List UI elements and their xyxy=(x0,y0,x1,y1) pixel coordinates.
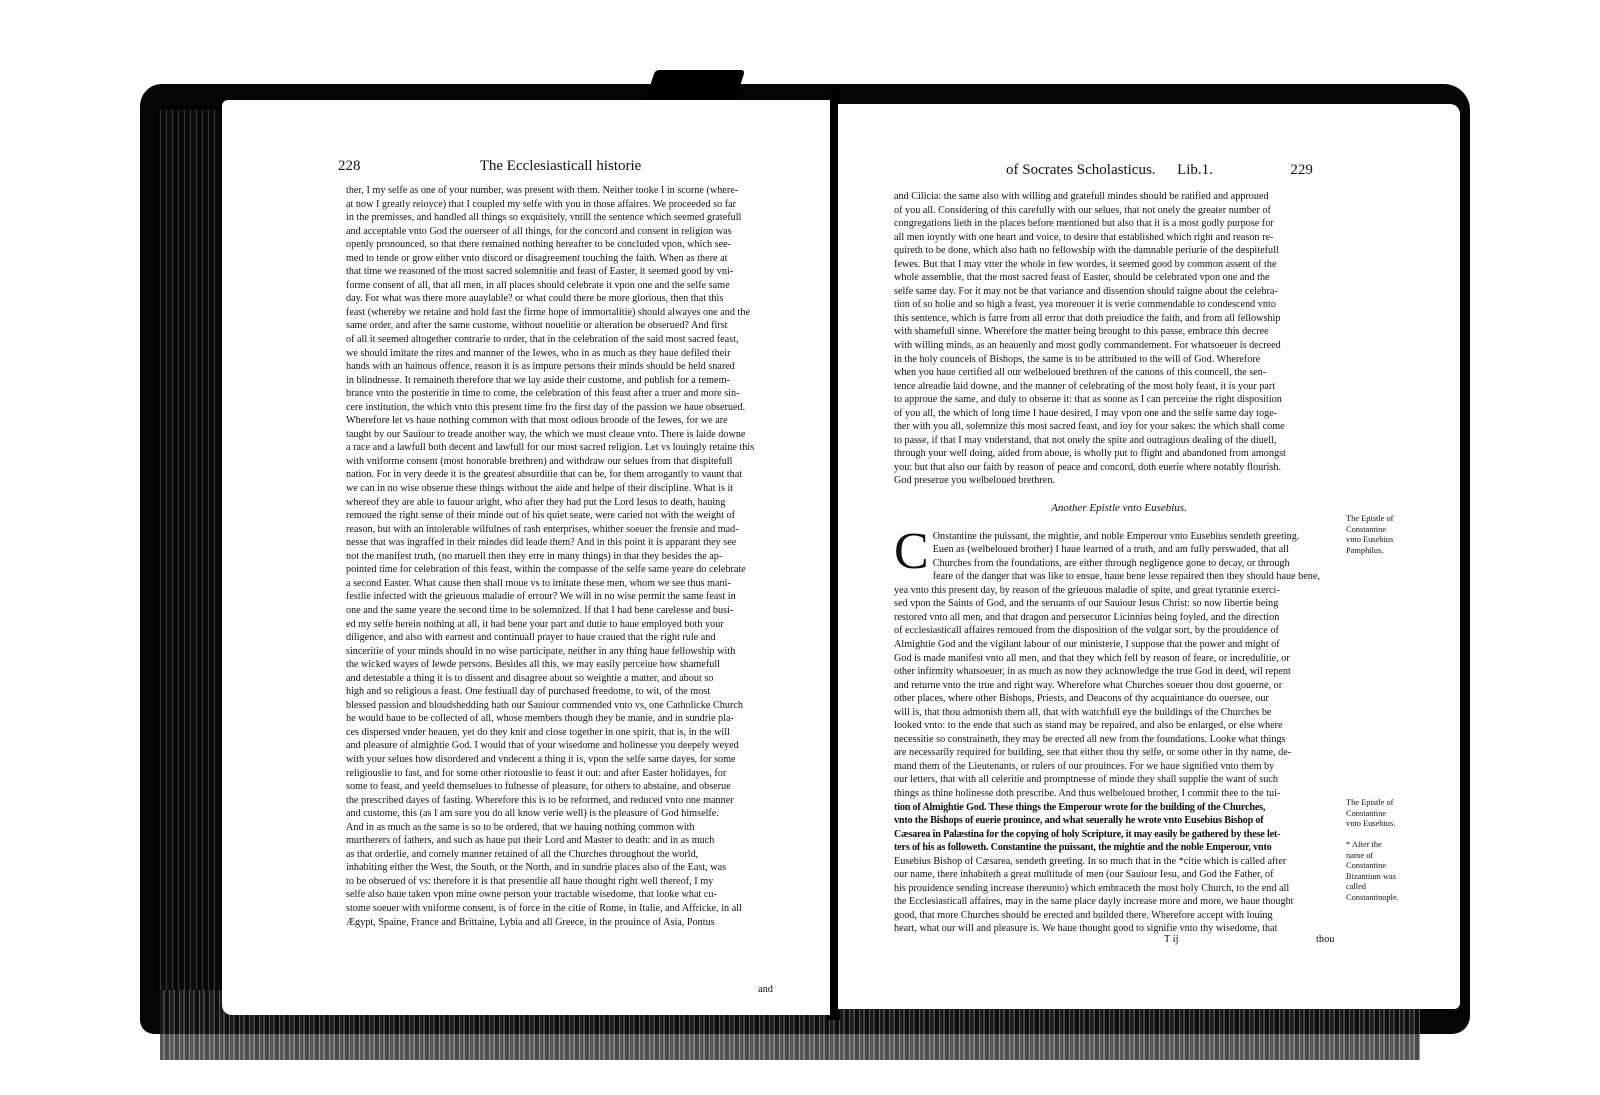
text-line: sinceritie of your minds should in no wise participate, neither in any thing haue fellowship with xyxy=(346,645,736,657)
text-line: that time we reasoned of the most sacred solemnitie and feast of Easter, it seemed good by vni- xyxy=(346,266,734,278)
text-line: when you haue certified all our welbeloued brethren of the canons of this councell, the sen- xyxy=(894,367,1267,379)
text-line: Eusebius Bishop of Cæsarea, sendeth greeting. In so much that in the *citie which is called after xyxy=(894,855,1287,867)
text-line: congregations lieth in the places before mentioned but also that it is a most godly purpose for xyxy=(894,218,1274,230)
text-line: of you all. Considering of this carefully with our selues, that not onely the greater number of xyxy=(894,204,1271,216)
text-line: will is, that thou admonish them all, that with watchfull eye the buildings of the Churches be xyxy=(894,706,1272,718)
text-line: we can in no wise obserue these things without the aide and helpe of their discipline. What is it xyxy=(346,483,734,495)
text-line: nation. For in very deede it is the greatest absurditie that can be, for them arrogantly to vaunt that xyxy=(346,469,743,481)
text-line: inhabiting either the West, the South, or the North, and in sundrie places also of the East, was xyxy=(346,862,727,874)
text-line: a second Easter. What cause then shall moue vs to imitate these men, whom we see thus mani- xyxy=(346,577,731,589)
text-line: good, that more Churches should be erected and builded there. Wherefore accept with louing xyxy=(894,909,1273,921)
text-line: of you all, the which of long time I haue desired, I may vpon one and the selfe same day toge- xyxy=(894,407,1278,419)
text-line: we should imitate the rites and manner of the Iewes, who in as much as they haue defiled their xyxy=(346,347,731,359)
text-line: ces dispersed vnder heauen, yet do they knit and close together in one spirit, that is, in the will xyxy=(346,726,730,738)
text-line: in the holy councels of Bishops, the same is to be attributed to the will of God. Wherefore xyxy=(894,353,1261,365)
text-line: Euen as (welbeloued brother) I haue learned of a truth, and am fully perswaded, that all xyxy=(932,544,1289,556)
bookmark-ribbon xyxy=(645,70,745,102)
text-line: of all it seemed altogether contrarie to order, that in the celebration of the said most sacred feast, xyxy=(346,334,739,346)
text-line: tion of Almightie God. These things the Emperour wrote for the building of the Churches, xyxy=(894,801,1266,813)
page-edges xyxy=(158,110,220,990)
text-line: his prouidence sending increase thereunto) which embraceth the most holy Church, to the end all xyxy=(894,882,1290,894)
text-line: with shamefull sinne. Wherefore the matter being brought to this passe, embrace this decree xyxy=(894,326,1269,338)
text-line: high and so religious a feast. One festiuall day of purchased freedome, to wit, of the most xyxy=(346,686,711,698)
text-line: reason, but with an intolerable wilfulnes of rash enterprises, whither soeuer the frensie and mad- xyxy=(346,523,739,535)
text-line: and custome, this (as I am sure you do all know verie well) is the pleasure of God himselfe. xyxy=(346,808,719,820)
right-text-epistle xyxy=(894,522,1344,936)
left-page xyxy=(222,100,830,1015)
text-line: and returne vnto the true and right way. Wherefore what Churches soeuer thou dost gouerne, or xyxy=(894,679,1283,691)
text-line: brance vnto the posteritie in time to come, the celebration of this feast after a truer and more sin- xyxy=(346,388,740,400)
text-line: God is made manifest vnto all men, and that they which fell by reason of feare, or incredulitie, or xyxy=(894,652,1290,664)
right-page-number: 229 xyxy=(1290,162,1313,178)
right-text-column xyxy=(894,190,1344,936)
text-line: to approue the same, and duly to obserue it: that as soone as I can perceiue the right disposition xyxy=(894,394,1282,406)
text-line: taught by our Sauiour to treade another way, the which we must cleaue vnto. There is laide downe xyxy=(346,428,746,440)
right-text-top xyxy=(894,190,1344,488)
text-line: selfe same day. For it may not be that variance and dissention should raigne about the celebra- xyxy=(894,285,1278,297)
text-line: whereof they are able to fauour aright, who after they had put the Lord Iesus to death, hauing xyxy=(346,496,726,508)
text-line: ther, I my selfe as one of your number, was present with them. Neither tooke I in scorne (where- xyxy=(346,185,739,196)
text-line: Iewes. But that I may vtter the whole in few wordes, it seemed good by common assent of the xyxy=(894,258,1277,270)
text-line: openly pronounced, so that there remained nothing hereafter to be concluded vpon, which see- xyxy=(346,239,732,251)
text-line: Wherefore let vs haue nothing common with that most odious broode of the Iewes, for we are xyxy=(346,415,728,427)
text-line: nesse that was ingraffed in their mindes did leade them? And in this point it is apparant they see xyxy=(346,537,737,549)
text-line: as that orderlie, and comely manner retained of all the Churches throughout the world, xyxy=(346,848,699,860)
margin-note-epistle-pamphilus: The Epistle of Constantine vnto Eusebius Pamphilus. xyxy=(1346,514,1394,555)
text-line: this sentence, which is farre from all error that doth preiudice the faith, and from all fellowship xyxy=(894,312,1281,324)
text-line: murtherers of fathers, and such as haue put their Lord and Master to death: and in as much xyxy=(346,835,715,847)
text-line: in the premisses, and handled all things so exquisitely, vntill the sentence which seemed gratefull xyxy=(346,212,742,224)
text-line: heart, what our will and pleasure is. We haue thought good to signifie vnto thy wisedome, that xyxy=(894,923,1278,935)
section-heading: Another Epistle vnto Eusebius. xyxy=(1051,502,1187,515)
text-line: med to tende or grow either vnto discord or disagreement touching the faith. When as there at xyxy=(346,252,728,264)
left-text-column xyxy=(346,184,786,929)
text-line: sed vpon the Saints of God, and the seruants of our Sauiour Iesus Christ: so now libertie being xyxy=(894,598,1279,610)
text-line: in blindnesse. It remaineth therefore that we lay aside their custome, and publish for a remem- xyxy=(346,374,730,386)
text-line: day. For what was there more auaylable? or what could there be more glorious, then that this xyxy=(346,293,724,305)
text-line: the Ecclesiasticall affaires, may in the same place dayly increase more and more, we haue thought xyxy=(894,896,1294,908)
text-line: with your selues how disordered and vndecent a thing it is, vpon the selfe same dayes, for some xyxy=(346,753,736,765)
text-line: our name, there inhabiteth a great multitude of men (our Sauiour Iesu, and God the Father, of xyxy=(894,869,1274,881)
text-line: diligence, and also with earnest and continuall prayer to haue craued that the right rule and xyxy=(346,632,716,644)
text-line: things as thine holinesse doth prescribe. And thus welbeloued brother, I commit thee to the tui- xyxy=(894,787,1281,799)
text-line: and Cilicia: the same also with willing and gratefull mindes should be ratified and approued xyxy=(894,191,1269,202)
text-line: to be obserued of vs: therefore it is that presentlie all haue thought right well thereof, I my xyxy=(346,875,714,887)
text-line: to passe, if that I may vnderstand, that not onely the spite and outragious dealing of the diuell, xyxy=(894,434,1277,446)
text-line: ed my selfe herein nothing at all, it had bene your part and dutie to haue employed both your xyxy=(346,618,724,630)
text-line: God preserue you welbeloued brethren. xyxy=(894,475,1055,487)
margin-note-epistle-eusebius: The Epistle of Constantine vnto Eusebius. xyxy=(1346,798,1396,828)
text-line: feast (whereby we retaine and hold fast the firme hope of immortalitie) should alwayes one and the xyxy=(346,306,750,318)
text-line: forme consent of all, that all men, in all places should celebrate it vpon one and the selfe same xyxy=(346,279,730,291)
signature-mark: T ij xyxy=(1164,934,1179,945)
text-line: selfe also haue taken vpon mine owne person your tractable wisedome, that looke what cu- xyxy=(346,889,717,901)
text-line: stome soeuer with vniforme consent, is of force in the citie of Rome, in Italie, and Affricke, in all xyxy=(346,902,742,914)
right-head-book: Lib.1. xyxy=(1177,162,1213,178)
text-line: with willing minds, as an heauenly and most godly commandement. For whatsoeuer is decreed xyxy=(894,340,1281,352)
text-line: tion of so holie and so high a feast, yea moreouer it is verie commendable to condescend vnto xyxy=(894,299,1276,311)
text-line: tence alreadie laid downe, and the manner of celebrating of the most holy feast, it is your part xyxy=(894,380,1276,392)
text-line: Ægypt, Spaine, France and Brittaine, Lybia and all Greece, in the prouince of Asia, Pontus xyxy=(346,916,715,928)
text-line: blessed passion and bloudshedding hath our Sauiour commended vnto vs, one Catholicke Church xyxy=(346,699,743,711)
text-line: a race and a lawfull both decent and lawfull for our most sacred religion. Let vs louingly retaine this xyxy=(346,442,755,454)
text-line: are necessarily required for building, see that either thou thy selfe, or some other in thy name, de- xyxy=(894,747,1292,759)
right-head-title: of Socrates Scholasticus. xyxy=(1006,162,1156,178)
left-catchword: and xyxy=(758,984,774,995)
text-line: Onstantine the puissant, the mightie, and noble Emperour vnto Eusebius sendeth greeting. xyxy=(932,530,1300,542)
text-line: pointed time for celebration of this feast, within the compasse of the selfe same yeare do celebrate xyxy=(346,564,746,576)
text-line: mand them of the Lieutenants, or rulers of our prouinces. For we haue signified vnto them by xyxy=(894,760,1275,772)
text-line: he would haue to be collected of all, whose members though they be manie, and in sundrie pla- xyxy=(346,713,734,725)
text-line: and acceptable vnto God the ouerseer of all things, for the concord and consent in religion was xyxy=(346,225,732,237)
text-line: of ecclesiasticall affaires remoued from the disposition of the vulgar sort, by the prouidence of xyxy=(894,625,1279,637)
text-line: same order, and after the same custome, without nouelitie or alteration be obserued? And first xyxy=(346,320,728,332)
text-line: some to feast, and yeeld themselues to fulnesse of pleasure, for others to abstaine, and obserue xyxy=(346,781,731,793)
text-line: other places, where other Bishops, Priests, and Deacons of thy acquaintance do ouersee, our xyxy=(894,693,1269,705)
text-line: And in as much as the same is so to be ordered, that we hauing nothing common with xyxy=(346,821,695,833)
text-line: yea vnto this present day, by reason of the grieuous maladie of spite, and great tyrannie exerci- xyxy=(894,584,1280,596)
text-line: with vniforme consent (most honorable brethren) and withdraw our selues from that dispitefull xyxy=(346,455,733,467)
text-line: not the manifest truth, (no maruell then they erre in many things) in that they besides the ap- xyxy=(346,550,723,562)
text-line: at now I greatly reioyce) that I coupled my selfe with you in those affaires. We proceeded so far xyxy=(346,198,737,210)
right-running-head xyxy=(1006,162,1313,179)
text-line: and pleasure of almightie God. I would that of your wisedome and holinesse you deepely weyed xyxy=(346,740,739,752)
text-line: remoued the right sense of their minde out of his quiet seate, were caried not with the weight of xyxy=(346,510,735,522)
left-head-title: The Ecclesiasticall historie xyxy=(479,158,642,174)
text-line: you: but that also our faith by reason of peace and concord, doth euerie where notably flourish. xyxy=(894,461,1282,473)
text-line: the wicked wayes of lewde persons. Besides all this, we may easily perceiue how shamefull xyxy=(346,659,720,671)
margin-note-constantinople: * After the name of Constantine Bizantium was called Constantinople. xyxy=(1346,840,1399,902)
text-line: all men ioyntly with one heart and voice, to desire that established which right and reason re- xyxy=(894,231,1274,243)
text-line: Cæsarea in Palæstina for the copying of holy Scripture, it may easily be gathered by these let- xyxy=(894,828,1281,840)
text-line: looked vnto: to the ende that such as stand may be repaired, and also be enlarged, or else where xyxy=(894,720,1283,732)
text-line: one and the same yeare the second time to be solemnized. If that I had bene carelesse and busi- xyxy=(346,604,734,616)
left-page-number: 228 xyxy=(338,158,361,174)
text-line: necessitie so constraineth, they may be erected all new from the foundations. Looke what things xyxy=(894,733,1286,745)
drop-cap: C xyxy=(894,522,929,580)
text-line: festlie infected with the grieuous maladie of errour? We will in no wise permit the same feast in xyxy=(346,591,736,603)
text-line: other infirmity whatsoeuer, in as much as now they acknowledge the true God in deed, wil repent xyxy=(894,666,1291,678)
text-line: ther with you all, solemnize this most sacred feast, and ioy for your sakes: the which shall come xyxy=(894,421,1285,433)
text-line: Almightie God and the vigilant labour of our ministerie, I suppose that the power and might of xyxy=(894,638,1280,650)
text-line: vnto the Bishops of euerie prouince, and what seuerally he wrote vnto Eusebius Bishop of xyxy=(894,815,1264,827)
text-line: cere institution, the which vnto this present time fro the first day of the passion we haue obserued. xyxy=(346,401,746,413)
text-line: hands with an hainous offence, reason it is as impure persons their minds should be held snared xyxy=(346,361,735,373)
text-line: religiouslie to fast, and for some other riotouslie to feast it out: and after Easter holidayes, for xyxy=(346,767,727,779)
text-line: and detestable a thing it is to dissent and disagree about so weightie a matter, and about so xyxy=(346,672,714,684)
text-line: quireth to be done, which also hath no fellowship with the damnable periurie of the despitefull xyxy=(894,245,1279,257)
text-line: our letters, that with all celeritie and promptnesse of minde they shall supplie the want of such xyxy=(894,774,1278,786)
epistle-block xyxy=(894,522,1344,936)
left-running-head xyxy=(338,158,641,175)
text-line: feare of the danger that was like to ensue, haue bene lesse repaired then they should haue bene, xyxy=(932,571,1320,583)
text-line: the prescribed dayes of fasting. Wherefore this is to be reformed, and reduced vnto one manner xyxy=(346,794,734,806)
right-catchword: thou xyxy=(1316,934,1335,945)
text-line: whole assemblie, that the most sacred feast of Easter, should be celebrated vpon one and the xyxy=(894,272,1270,284)
text-line: Churches from the foundations, are either through negligence gone to decay, or through xyxy=(932,557,1290,569)
right-page xyxy=(838,104,1460,1009)
text-line: through your well doing, aided from aboue, is wholly put to flight and abandoned from amongst xyxy=(894,448,1286,460)
text-line: restored vnto all men, and that dragon and persecutor Licinnius being foyled, and the direction xyxy=(894,611,1280,623)
text-line: ters of his as followeth. Constantine the puissant, the mightie and the noble Emperour, vnto xyxy=(894,842,1272,854)
